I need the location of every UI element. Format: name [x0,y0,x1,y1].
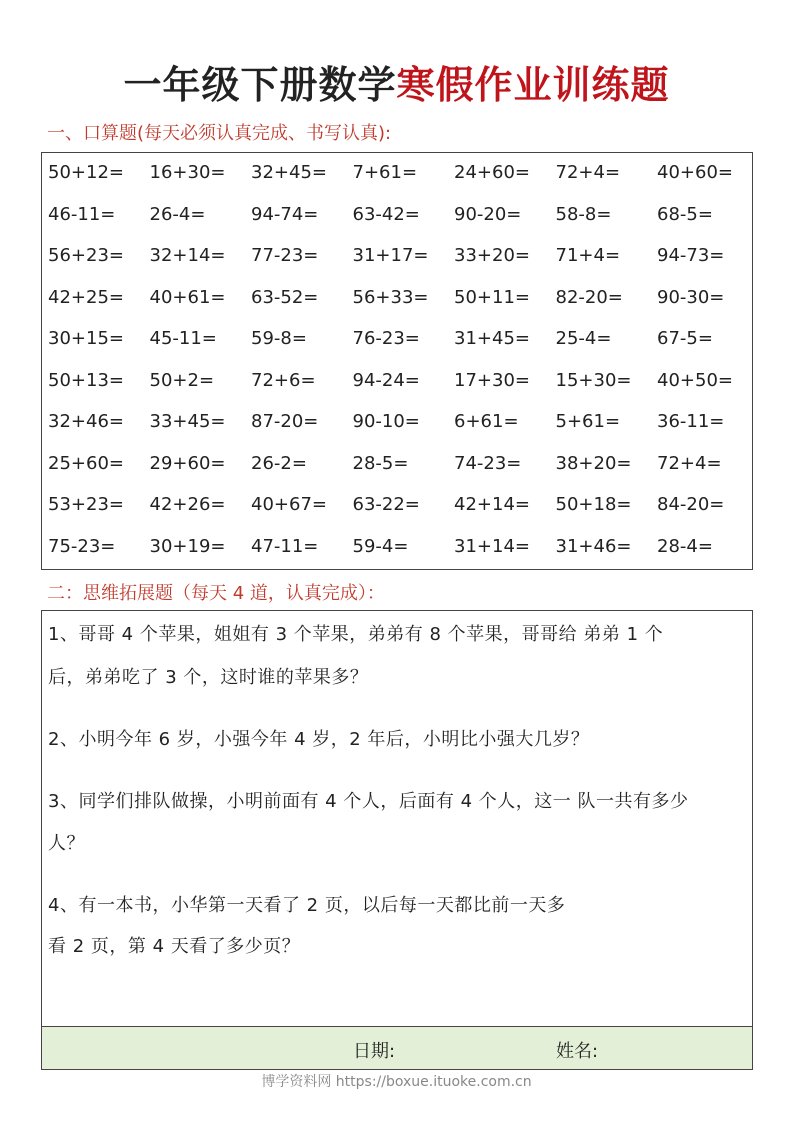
arithmetic-problem: 63-52= [251,286,319,308]
arithmetic-problem: 50+12= [48,162,124,183]
arithmetic-problem: 56+33= [352,286,429,308]
arithmetic-problem: 38+20= [555,452,632,474]
arithmetic-problem: 53+23= [48,494,124,515]
arithmetic-problem: 67-5= [657,328,713,349]
section1-heading: 一、口算题(每天必须认真完成、书写认真): [47,123,392,144]
arithmetic-problem: 32+45= [251,162,327,183]
arithmetic-problem: 5+61= [555,411,621,432]
footer-bar [42,1026,752,1069]
arithmetic-problem: 72+6= [251,369,316,391]
title-red: 寒假作业训练题 [396,63,670,107]
arithmetic-problem: 71+4= [555,245,621,266]
arithmetic-problem: 26-4= [149,203,206,225]
word-problem-line: 后，弟弟吃了 3 个，这时谁的苹果多？ [48,667,369,688]
arithmetic-problem: 90-10= [352,411,420,432]
arithmetic-problem: 74-23= [454,452,522,474]
arithmetic-problem: 82-20= [555,286,623,308]
arithmetic-problem: 40+60= [657,162,733,183]
arithmetic-grid [41,152,753,570]
arithmetic-problem: 24+60= [454,162,530,183]
arithmetic-problem: 31+45= [454,328,530,349]
name-label: 姓名: [556,1041,599,1062]
arithmetic-problem: 50+11= [454,286,530,308]
arithmetic-problem: 75-23= [48,535,116,557]
arithmetic-problem: 90-20= [454,203,522,225]
arithmetic-problem: 6+61= [454,411,519,432]
arithmetic-problem: 33+20= [454,245,530,266]
arithmetic-problem: 77-23= [251,245,319,266]
arithmetic-problem: 50+13= [48,369,124,391]
arithmetic-problem: 15+30= [555,369,632,391]
arithmetic-problem: 68-5= [657,203,713,225]
arithmetic-problem: 30+19= [149,535,226,557]
arithmetic-problem: 72+4= [657,452,722,474]
arithmetic-problem: 31+17= [352,245,429,266]
arithmetic-problem: 90-30= [657,286,725,308]
arithmetic-problem: 32+46= [48,411,124,432]
arithmetic-problem: 40+50= [657,369,733,391]
arithmetic-problem: 25+60= [48,452,124,474]
arithmetic-problem: 36-11= [657,411,725,432]
arithmetic-problem: 31+46= [555,535,632,557]
date-label: 日期: [353,1041,396,1062]
arithmetic-problem: 42+25= [48,286,124,308]
arithmetic-problem: 29+60= [149,452,226,474]
arithmetic-problem: 25-4= [555,328,612,349]
arithmetic-problem: 40+67= [251,494,327,515]
word-problem-line: 看 2 页，第 4 天看了多少页？ [48,936,301,957]
arithmetic-problem: 30+15= [48,328,124,349]
word-problem-line: 2、小明今年 6 岁，小强今年 4 岁，2 年后，小明比小强大几岁？ [48,729,590,750]
arithmetic-problem: 47-11= [251,535,319,557]
watermark: 博学资料网 https://boxue.ituoke.com.cn [261,1074,532,1090]
arithmetic-problem: 45-11= [149,328,217,349]
arithmetic-problem: 28-4= [657,535,713,557]
arithmetic-problem: 94-73= [657,245,725,266]
arithmetic-problem: 50+2= [149,369,215,391]
arithmetic-problem: 7+61= [352,162,418,183]
arithmetic-problem: 63-22= [352,494,420,515]
arithmetic-problem: 42+14= [454,494,530,515]
arithmetic-problem: 28-5= [352,452,409,474]
arithmetic-problem: 58-8= [555,203,612,225]
arithmetic-problem: 84-20= [657,494,725,515]
arithmetic-problem: 46-11= [48,203,116,225]
section2-heading: 二：思维拓展题（每天 4 道，认真完成）： [47,583,385,604]
word-problem-line: 1、哥哥 4 个苹果，姐姐有 3 个苹果，弟弟有 8 个苹果，哥哥给 弟弟 1 个 [48,624,664,645]
page-title [0,54,793,109]
arithmetic-problem: 32+14= [149,245,226,266]
arithmetic-problem: 59-4= [352,535,409,557]
word-problems-box [41,610,753,1070]
arithmetic-problem: 40+61= [149,286,226,308]
arithmetic-problem: 50+18= [555,494,632,515]
arithmetic-problem: 42+26= [149,494,226,515]
word-problem-line: 3、同学们排队做操，小明前面有 4 个人，后面有 4 个人，这一 队一共有多少 [48,791,689,812]
arithmetic-problem: 59-8= [251,328,307,349]
arithmetic-problem: 16+30= [149,162,226,183]
arithmetic-problem: 72+4= [555,162,621,183]
word-problem-line: 人？ [48,833,85,854]
arithmetic-problem: 94-24= [352,369,420,391]
arithmetic-problem: 76-23= [352,328,420,349]
arithmetic-problem: 26-2= [251,452,307,474]
arithmetic-problem: 87-20= [251,411,319,432]
arithmetic-problem: 17+30= [454,369,530,391]
title-black: 一年级下册数学 [123,63,397,107]
arithmetic-problem: 63-42= [352,203,420,225]
arithmetic-problem: 56+23= [48,245,124,266]
arithmetic-problem: 31+14= [454,535,530,557]
arithmetic-problem: 94-74= [251,203,319,225]
arithmetic-problem: 33+45= [149,411,226,432]
word-problem-line: 4、有一本书，小华第一天看了 2 页，以后每一天都比前一天多 [48,895,566,916]
